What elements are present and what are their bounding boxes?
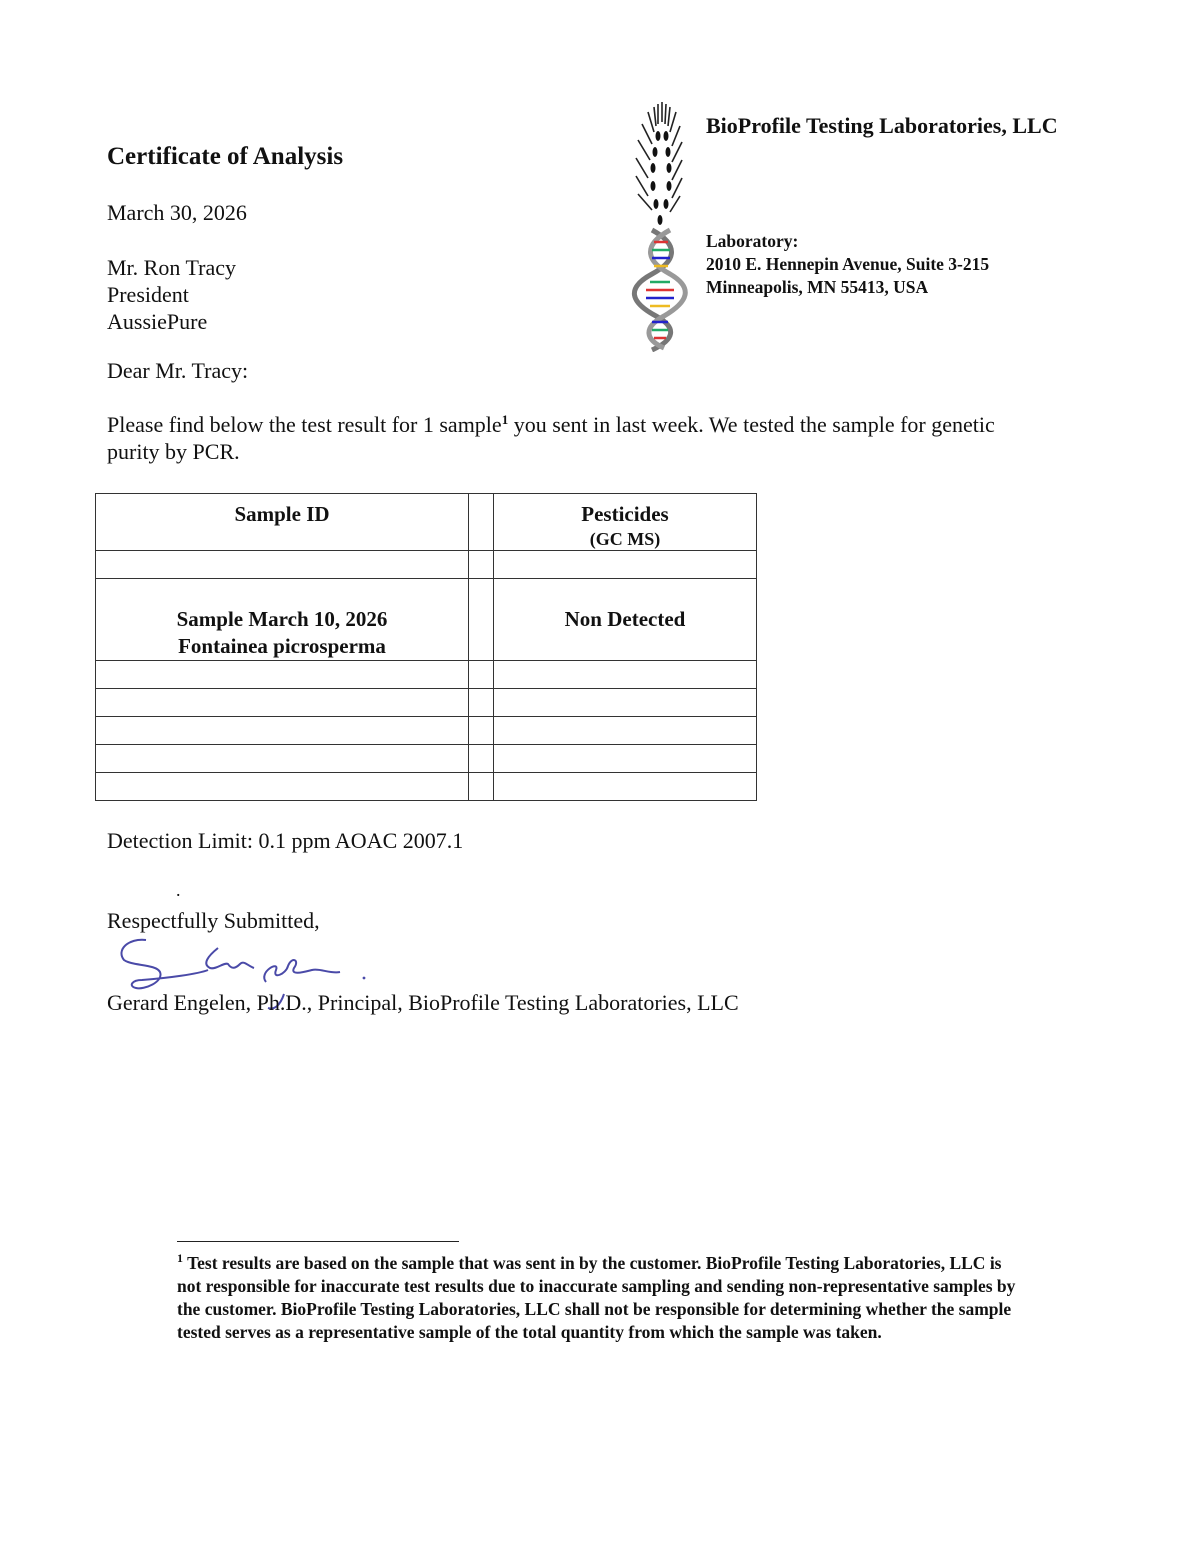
lab-address-block — [706, 230, 989, 299]
table-header-row — [96, 494, 757, 551]
recipient-title: President — [107, 282, 189, 307]
body-after: you sent in last week. We tested the sample for genetic purity by PCR. — [107, 412, 995, 464]
results-table — [95, 493, 757, 801]
spacer-cell — [469, 494, 494, 551]
recipient-name: Mr. Ron Tracy — [107, 255, 236, 280]
recipient-company: AussiePure — [107, 309, 208, 334]
letter-date: March 30, 2026 — [107, 200, 247, 225]
wheat-dna-logo-icon — [630, 102, 690, 352]
signer-line: Gerard Engelen, Ph.D., Principal, BioProfile Testing Laboratories, LLC — [107, 990, 739, 1015]
table-row — [96, 745, 757, 773]
pesticide-result-cell: Non Detected — [494, 579, 757, 661]
table-row — [96, 717, 757, 745]
stray-mark: . — [176, 880, 181, 900]
detection-limit: Detection Limit: 0.1 ppm AOAC 2007.1 — [107, 828, 464, 853]
sample-id-line-2: Fontainea picrosperma — [178, 634, 386, 658]
header-sample-id: Sample ID — [96, 494, 469, 551]
footnote-text: Test results are based on the sample that was sent in by the customer. BioProfile Testing Laboratories, LLC is not responsible for inaccurate test results due to inaccurate sampling and sending non-representative samples by the customer. BioProfile Testing Laboratories, LLC shall not be responsible for determining whether the sample tested serves as a representative sample of the total quantity from which the sample was taken. — [177, 1253, 1016, 1342]
table-row — [96, 661, 757, 689]
table-row — [96, 551, 757, 579]
closing: Respectfully Submitted, — [107, 908, 320, 933]
table-row — [96, 689, 757, 717]
footnote — [177, 1252, 1027, 1344]
footnote-reference: 1 — [501, 412, 509, 427]
table-row-sample — [96, 579, 757, 661]
lab-label: Laboratory: — [706, 231, 799, 251]
table-row — [96, 773, 757, 801]
letter-body — [107, 411, 1007, 465]
salutation: Dear Mr. Tracy: — [107, 358, 249, 383]
footnote-marker: 1 — [177, 1251, 183, 1265]
company-name: BioProfile Testing Laboratories, LLC — [706, 113, 1058, 138]
address-line-1: 2010 E. Hennepin Avenue, Suite 3-215 — [706, 254, 990, 274]
address-line-2: Minneapolis, MN 55413, USA — [706, 277, 929, 297]
header-pesticides-method: (GC MS) — [589, 529, 661, 549]
footnote-separator — [177, 1241, 459, 1242]
recipient-block — [107, 254, 236, 335]
header-pesticides-label: Pesticides — [581, 502, 669, 526]
body-before: Please find below the test result for 1 sample — [107, 412, 502, 437]
sample-id-line-1: Sample March 10, 2026 — [176, 607, 388, 631]
sample-id-cell — [96, 579, 469, 661]
header-pesticides — [494, 494, 757, 551]
document-title: Certificate of Analysis — [107, 143, 344, 170]
